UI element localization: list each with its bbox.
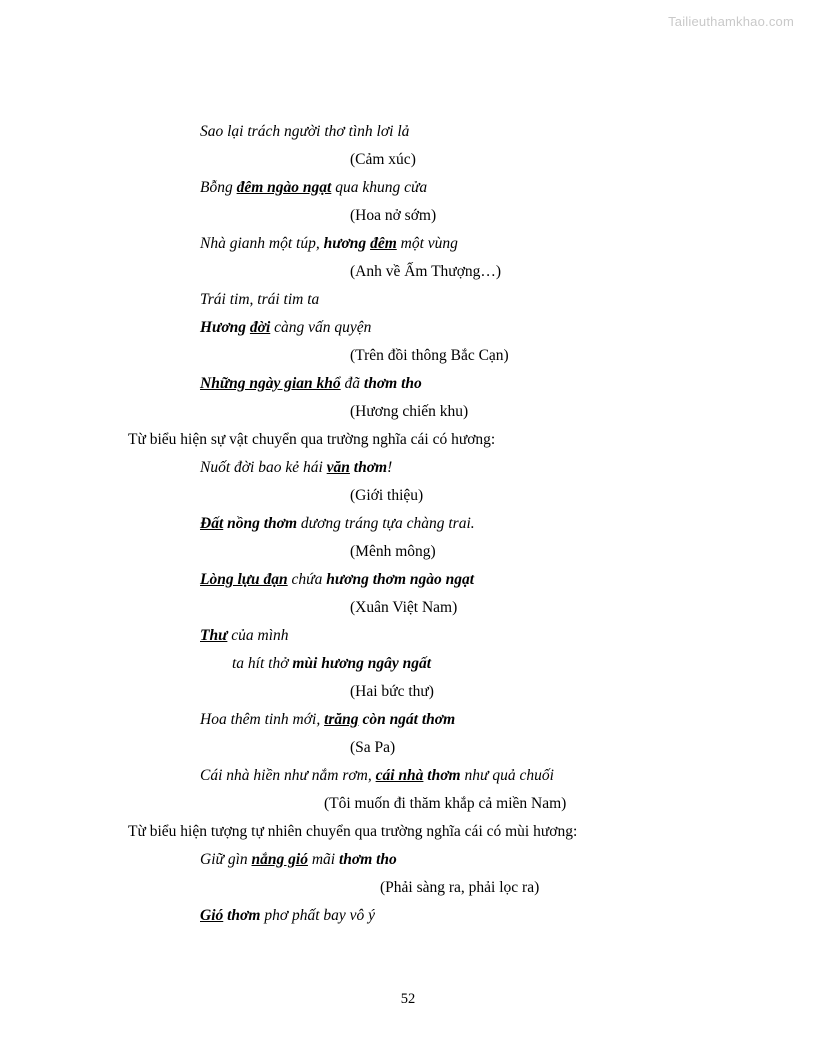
line-emphasis: Thư	[200, 627, 228, 644]
line-text: chứa	[287, 571, 327, 588]
poem-line	[200, 118, 688, 146]
line-text: dương tráng tựa chàng trai.	[297, 515, 475, 532]
poem-line	[200, 622, 688, 650]
poem-line	[200, 174, 688, 202]
line-text: càng vấn quyện	[270, 319, 372, 336]
line-text: Giữ gìn	[200, 851, 252, 868]
line-emphasis: nồng thơm	[223, 515, 298, 532]
poem-line	[200, 706, 688, 734]
source-text: (Hương chiến khu)	[350, 403, 469, 420]
source-text: (Phải sàng ra, phải lọc ra)	[380, 879, 540, 896]
line-emphasis: còn ngát thơm	[358, 711, 456, 728]
poem-line	[200, 454, 688, 482]
line-text: Bỗng	[200, 179, 237, 196]
poem-line	[200, 510, 688, 538]
source-text: (Hai bức thư)	[350, 683, 434, 700]
poem-line	[200, 902, 688, 930]
page-number: 52	[400, 991, 416, 1007]
line-text: phơ phất bay	[260, 907, 350, 924]
line-emphasis: đời	[249, 319, 271, 336]
poem-line	[232, 650, 688, 678]
source-text: (Sa Pa)	[350, 739, 396, 756]
line-text: mãi	[307, 851, 339, 868]
line-text: !	[387, 459, 393, 476]
source-text: (Trên đồi thông Bắc Cạn)	[350, 347, 509, 364]
poem-line	[200, 846, 688, 874]
line-emphasis: văn	[326, 459, 350, 476]
source-text: (Xuân Việt Nam)	[350, 599, 458, 616]
line-emphasis: thơm	[349, 459, 388, 476]
line-text: Nhà gianh một túp,	[200, 235, 324, 252]
line-text: Sao lại trách người thơ tình lơi lả	[200, 123, 410, 140]
poem-line	[200, 314, 688, 342]
line-emphasis: thơm tho	[338, 851, 397, 868]
line-text: như quả chuối	[460, 767, 554, 784]
poem-source	[350, 202, 688, 230]
poem-line	[200, 230, 688, 258]
poem-line	[200, 370, 688, 398]
poem-source	[350, 594, 688, 622]
poem-source	[350, 538, 688, 566]
line-emphasis: thơm	[223, 907, 261, 924]
source-text: (Tôi muốn đi thăm khắp cả miền Nam)	[324, 795, 567, 812]
poem-source	[324, 790, 688, 818]
line-text: Hoa thêm tinh mới,	[200, 711, 325, 728]
line-emphasis: Những ngày gian khổ	[200, 375, 341, 392]
line-emphasis: Gió	[200, 907, 224, 924]
poem-source	[350, 258, 688, 286]
poem-source	[380, 874, 688, 902]
line-emphasis: Hương	[200, 319, 250, 336]
line-text: đã	[340, 375, 364, 392]
poem-source	[350, 342, 688, 370]
line-text: Trái tim, trái tim ta	[200, 291, 320, 308]
source-text: (Mênh mông)	[350, 543, 436, 560]
line-emphasis: hương thơm ngào ngạt	[326, 571, 475, 588]
paragraph-text	[128, 818, 688, 846]
poem-source	[350, 734, 688, 762]
line-text: qua khung cửa	[331, 179, 428, 196]
line-emphasis: Đất	[200, 515, 224, 532]
body-text: Từ biểu hiện sự vật chuyển qua trường nghĩa cái có hương:	[128, 431, 496, 448]
line-text: Nuốt đời bao kẻ hái	[200, 459, 327, 476]
line-emphasis: cái nhà	[375, 767, 424, 784]
line-emphasis: thơm	[423, 767, 461, 784]
line-text: một vùng	[396, 235, 458, 252]
poem-source	[350, 482, 688, 510]
line-emphasis: mùi hương ngây ngất	[292, 655, 432, 672]
source-text: (Hoa nở sớm)	[350, 207, 437, 224]
poem-line	[200, 762, 688, 790]
watermark-text: Tailieuthamkhao.com	[668, 14, 794, 29]
line-emphasis: trăng	[324, 711, 359, 728]
source-text: (Cảm xúc)	[350, 151, 416, 168]
line-emphasis: đêm	[370, 235, 397, 252]
document-body	[128, 118, 688, 930]
poem-source	[350, 398, 688, 426]
source-text: (Giới thiệu)	[350, 487, 424, 504]
line-text: Cái nhà hiền như nắm rơm,	[200, 767, 376, 784]
poem-source	[350, 146, 688, 174]
poem-line	[200, 566, 688, 594]
source-text: (Anh về Ấm Thượng…)	[350, 263, 502, 280]
body-text: Từ biểu hiện tượng tự nhiên chuyển qua trường nghĩa cái có mùi hương:	[128, 823, 578, 840]
line-emphasis: nắng gió	[251, 851, 308, 868]
line-text: ta hít thở	[232, 655, 293, 672]
poem-source	[350, 678, 688, 706]
poem-line	[200, 286, 688, 314]
line-emphasis: thơm tho	[363, 375, 422, 392]
line-emphasis: đêm ngào ngạt	[236, 179, 332, 196]
paragraph-text	[128, 426, 688, 454]
line-emphasis: hương	[323, 235, 371, 252]
line-emphasis: Lòng lựu đạn	[200, 571, 288, 588]
line-text: của mình	[227, 627, 289, 644]
line-text: vô ý	[349, 907, 376, 924]
